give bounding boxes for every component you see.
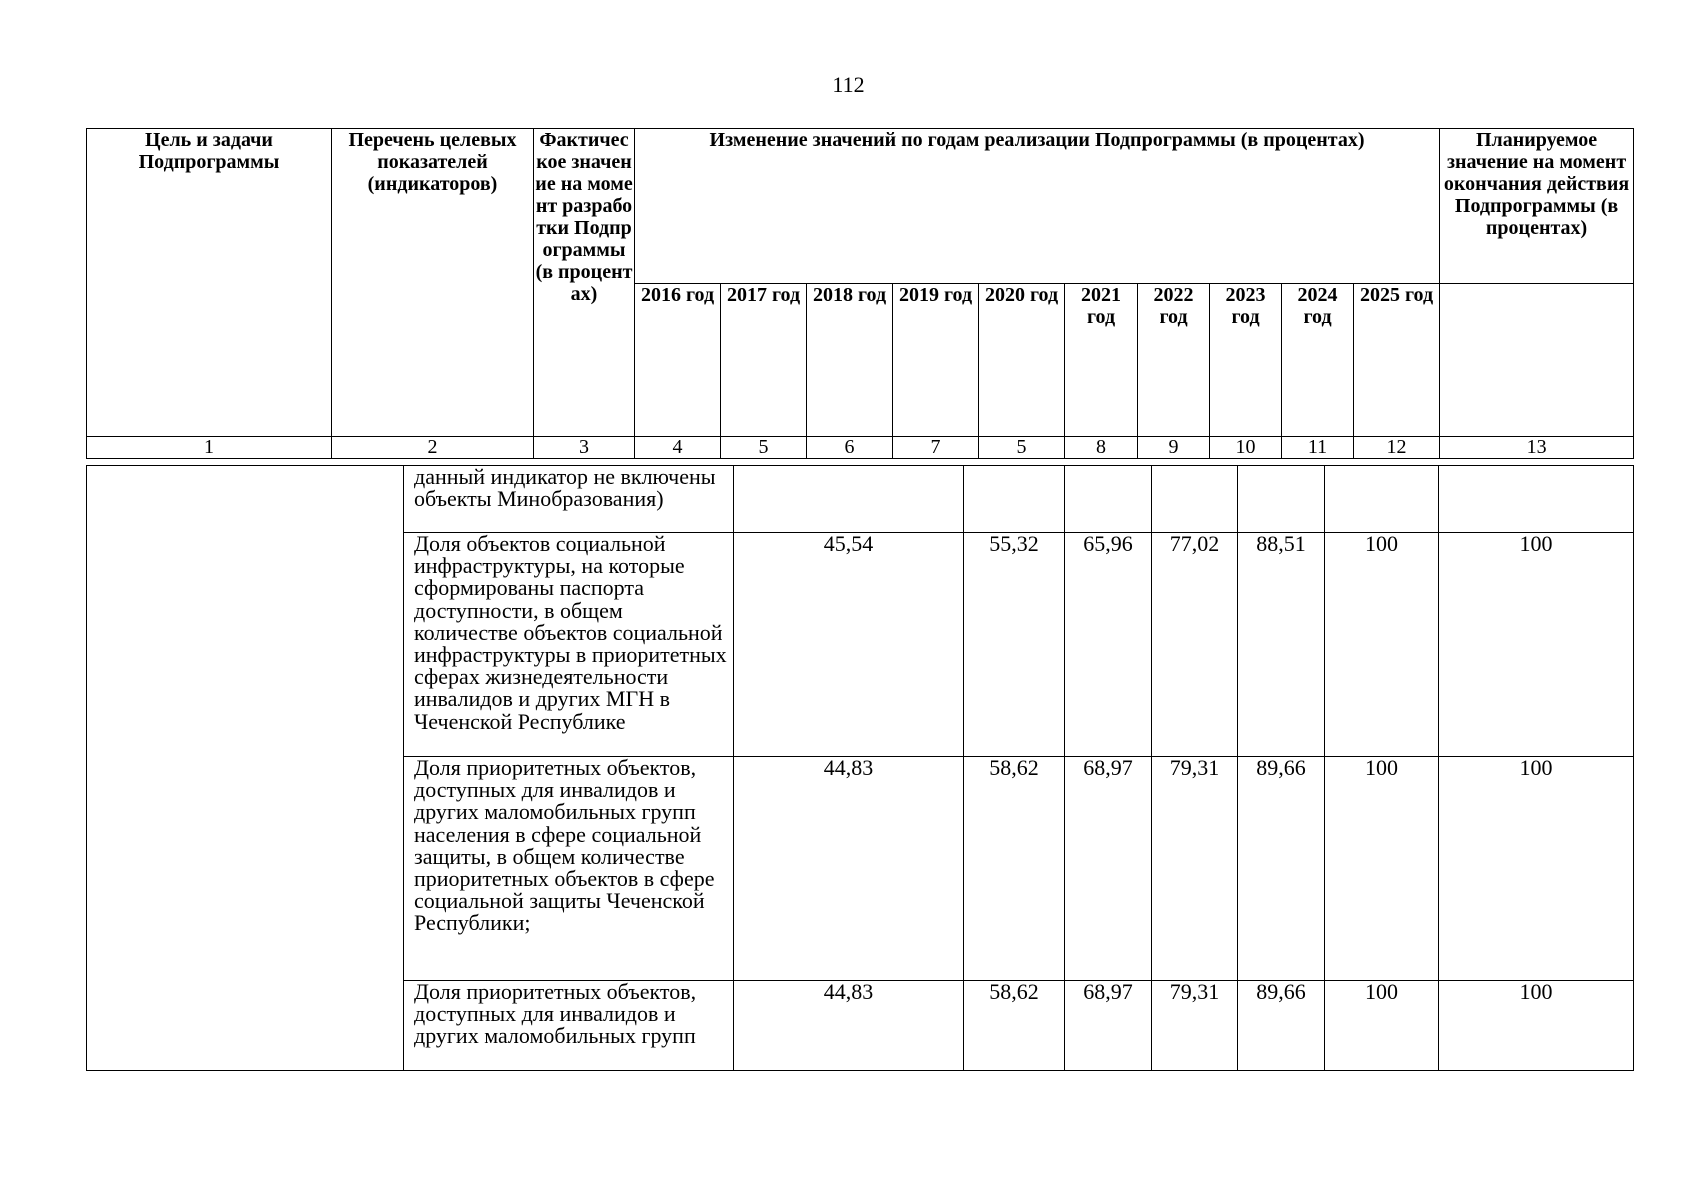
- column-number: 1: [87, 437, 332, 459]
- indicator-cell: Доля приоритетных объектов, доступных для инвалидов и других маломобильных групп населения в сфере социальной защиты, в общем количестве приоритетных объектов в сфере социальной защиты Чеченской Республики;: [404, 757, 734, 981]
- column-number: 10: [1210, 437, 1282, 459]
- value-cell: 68,97: [1065, 981, 1152, 1071]
- indicator-cell: данный индикатор не включены объекты Минобразования): [404, 466, 734, 533]
- column-number: 8: [1065, 437, 1138, 459]
- column-number: 7: [893, 437, 979, 459]
- empty-header-cell: [1440, 284, 1634, 437]
- value-cell: 100: [1439, 757, 1634, 981]
- table-body: [86, 465, 1634, 1071]
- year-header: 2019 год: [893, 284, 979, 437]
- column-number: 5: [721, 437, 807, 459]
- value-cell: [1238, 466, 1325, 533]
- value-cell: 79,31: [1152, 981, 1238, 1071]
- value-cell: 88,51: [1238, 533, 1325, 757]
- column-number: 3: [534, 437, 635, 459]
- table-header: [86, 128, 1634, 459]
- column-number: 9: [1138, 437, 1210, 459]
- year-header: 2021 год: [1065, 284, 1138, 437]
- value-cell: [964, 466, 1065, 533]
- value-cell: 58,62: [964, 757, 1065, 981]
- goal-column-header: Цель и задачи Подпрограммы: [87, 129, 332, 437]
- value-cell: 100: [1439, 533, 1634, 757]
- value-cell: [1065, 466, 1152, 533]
- table-row: [87, 466, 1634, 533]
- value-cell: 89,66: [1238, 981, 1325, 1071]
- value-cell: [1325, 466, 1439, 533]
- column-number: 12: [1354, 437, 1440, 459]
- goal-cell: [87, 466, 404, 1071]
- value-cell: 45,54: [734, 533, 964, 757]
- value-cell: 77,02: [1152, 533, 1238, 757]
- value-cell: 68,97: [1065, 757, 1152, 981]
- value-cell: 65,96: [1065, 533, 1152, 757]
- indicator-cell: Доля объектов социальной инфраструктуры, на которые сформированы паспорта доступности, в общем количестве объектов социальной инфраструктуры в приоритетных сферах жизнедеятельности инвалидов и других МГН в Чеченской Республике: [404, 533, 734, 757]
- year-changes-column-header: Изменение значений по годам реализации Подпрограммы (в процентах): [635, 129, 1440, 284]
- indicator-cell: Доля приоритетных объектов, доступных для инвалидов и других маломобильных групп: [404, 981, 734, 1071]
- planned-value-column-header: Планируемое значение на момент окончания действия Подпрограммы (в процентах): [1440, 129, 1634, 284]
- value-cell: [1152, 466, 1238, 533]
- year-header: 2020 год: [979, 284, 1065, 437]
- year-header: 2022 год: [1138, 284, 1210, 437]
- value-cell: 100: [1439, 981, 1634, 1071]
- value-cell: 44,83: [734, 981, 964, 1071]
- value-cell: 55,32: [964, 533, 1065, 757]
- value-cell: 100: [1325, 757, 1439, 981]
- column-number: 5: [979, 437, 1065, 459]
- value-cell: 79,31: [1152, 757, 1238, 981]
- value-cell: 100: [1325, 533, 1439, 757]
- year-header: 2017 год: [721, 284, 807, 437]
- value-cell: [1439, 466, 1634, 533]
- column-number: 11: [1282, 437, 1354, 459]
- value-cell: [734, 466, 964, 533]
- actual-value-column-header: Фактическое значение на момент разработки Подпрограммы (в процентах): [534, 129, 635, 437]
- year-header: 2025 год: [1354, 284, 1440, 437]
- year-header: 2016 год: [635, 284, 721, 437]
- year-header: 2018 год: [807, 284, 893, 437]
- column-number: 2: [332, 437, 534, 459]
- column-number: 13: [1440, 437, 1634, 459]
- value-cell: 100: [1325, 981, 1439, 1071]
- value-cell: 89,66: [1238, 757, 1325, 981]
- year-header: 2023 год: [1210, 284, 1282, 437]
- value-cell: 44,83: [734, 757, 964, 981]
- year-header: 2024 год: [1282, 284, 1354, 437]
- column-number: 6: [807, 437, 893, 459]
- indicators-column-header: Перечень целевых показателей (индикаторов): [332, 129, 534, 437]
- page-number: 112: [832, 72, 865, 97]
- column-number: 4: [635, 437, 721, 459]
- value-cell: 58,62: [964, 981, 1065, 1071]
